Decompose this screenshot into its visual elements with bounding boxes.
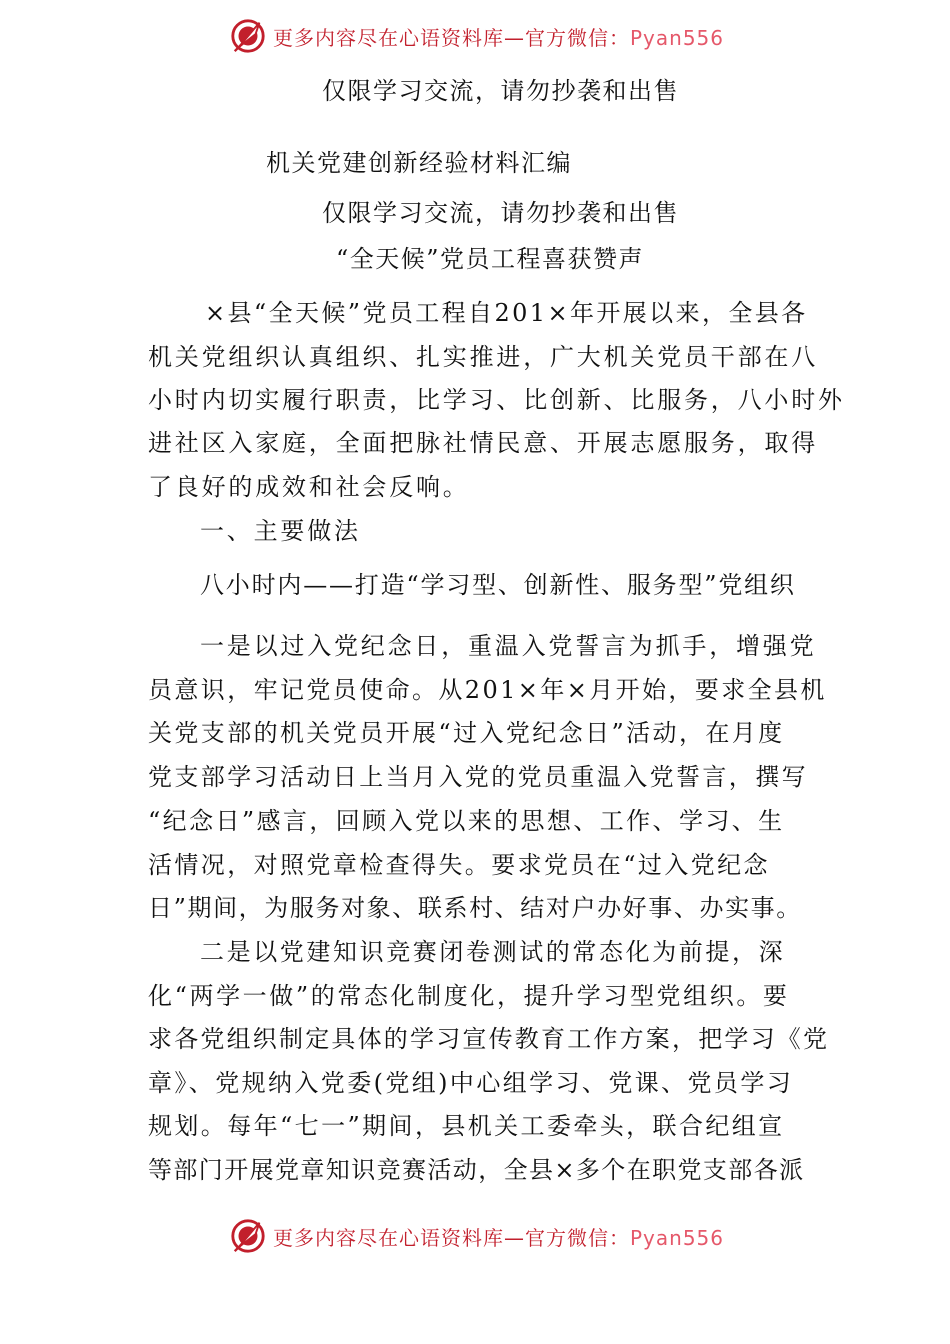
wechat-id: Pyan556 [630,25,725,50]
para2-line-1: 一是以过入党纪念日，重温入党誓言为抓手，增强党 [200,632,817,660]
para1-line-2: 机关党组织认真组织、扎实推进，广大机关党员干部在八 [148,343,818,371]
para1-line-1: ×县“全天候”党员工程自201×年开展以来，全县各 [205,299,808,327]
collection-title: 机关党建创新经验材料汇编 [266,149,572,177]
para1-line-5: 了良好的成效和社会反响。 [148,473,470,501]
para3-line-5: 规划。每年“七一”期间，县机关工委牵头，联合纪组宣 [148,1112,785,1140]
para2-line-5: “纪念日”感言，回顾入党以来的思想、工作、学习、生 [148,807,785,835]
para2-line-6: 活情况，对照党章检查得失。要求党员在“过入党纪念 [148,851,770,879]
banner-text: 更多内容尽在心语资料库—官方微信：Pyan556 [273,25,725,50]
para2-line-4: 党支部学习活动日上当月入党的党员重温入党誓言，撰写 [148,763,808,791]
quill-logo-icon [229,17,267,55]
para3-line-2: 化“两学一做”的常态化制度化，提升学习型党组织。要 [148,982,790,1010]
header-banner [0,12,950,60]
para3-line-6: 等部门开展党章知识竞赛活动，全县×多个在职党支部各派 [148,1156,805,1184]
article-title: “全天候”党员工程喜获赞声 [336,245,645,273]
wechat-id: Pyan556 [630,1225,725,1250]
footer-banner [0,1212,950,1260]
para3-line-1: 二是以党建知识竞赛闭卷测试的常态化为前提，深 [200,938,786,966]
para2-line-3: 关党支部的机关党员开展“过入党纪念日”活动，在月度 [148,719,785,747]
para3-line-3: 求各党组织制定具体的学习宣传教育工作方案，把学习《党 [148,1025,830,1053]
sub-heading: 八小时内——打造“学习型、创新性、服务型”党组织 [200,571,796,599]
para1-line-4: 进社区入家庭，全面把脉社情民意、开展志愿服务，取得 [148,429,818,457]
section-heading: 一、主要做法 [200,517,361,545]
para2-line-7: 日”期间，为服务对象、联系村、结对户办好事、办实事。 [148,894,802,922]
quill-logo-icon [229,1217,267,1255]
notice-top: 仅限学习交流，请勿抄袭和出售 [322,77,679,105]
para3-line-4: 章》、党规纳入党委(党组)中心组学习、党课、党员学习 [148,1069,794,1097]
para2-line-2: 员意识，牢记党员使命。从201×年×月开始，要求全县机 [148,676,827,704]
para1-line-3: 小时内切实履行职责，比学习、比创新、比服务，八小时外 [148,386,845,414]
notice-sub: 仅限学习交流，请勿抄袭和出售 [322,199,679,227]
banner-text: 更多内容尽在心语资料库—官方微信：Pyan556 [273,1225,725,1250]
